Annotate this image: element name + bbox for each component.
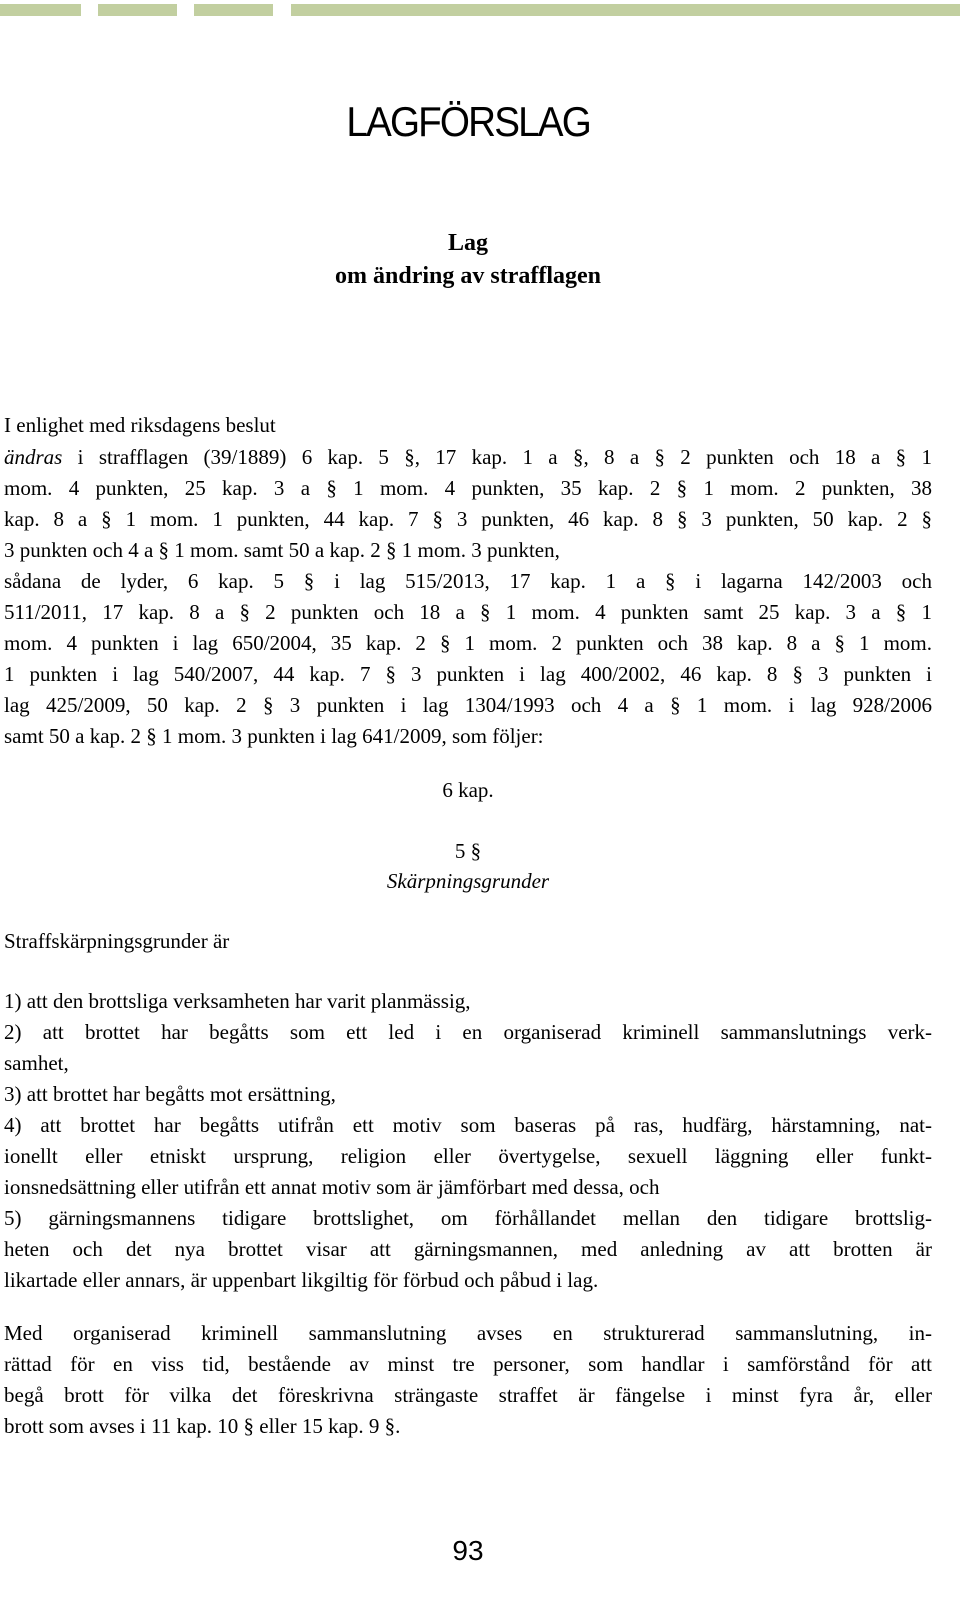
section-title: Skärpningsgrunder xyxy=(386,869,550,893)
list-line: ionellt eller etniskt ursprung, religion eller övertygelse, sexuell läggning eller funkt- xyxy=(4,1144,932,1168)
definition-line: begå brott för vilka det föreskrivna strängaste straffet är fängelse i minst fyra år, eller xyxy=(4,1383,932,1407)
section-label: 5 § xyxy=(454,839,482,863)
section-intro: Straffskärpningsgrunder är xyxy=(4,929,230,953)
header-bar xyxy=(194,4,273,16)
amendment-paragraph xyxy=(4,442,932,752)
amendment-lead: ändras xyxy=(4,445,63,469)
preamble: I enlighet med riksdagens beslut xyxy=(4,413,276,437)
amendment-line: mom. 4 punkten i lag 650/2004, 35 kap. 2 § 1 mom. 2 punkten och 38 kap. 8 a § 1 mom. xyxy=(4,631,932,655)
list-line: ionsnedsättning eller utifrån ett annat motiv som är jämförbart med dessa, och xyxy=(4,1175,660,1199)
amendment-line: sådana de lyder, 6 kap. 5 § i lag 515/2013, 17 kap. 1 a § i lagarna 142/2003 och xyxy=(4,569,932,593)
amendment-line: 511/2011, 17 kap. 8 a § 2 punkten och 18 a § 1 mom. 4 punkten samt 25 kap. 3 a § 1 xyxy=(4,600,932,624)
header-bar xyxy=(0,4,81,16)
amendment-line: mom. 4 punkten, 25 kap. 3 a § 1 mom. 4 punkten, 35 kap. 2 § 1 mom. 2 punkten, 38 xyxy=(4,476,932,500)
header-bar xyxy=(98,4,177,16)
chapter-label: 6 kap. xyxy=(442,778,494,802)
amendment-line: samt 50 a kap. 2 § 1 mom. 3 punkten i lag 641/2009, som följer: xyxy=(4,724,544,748)
list-line: likartade eller annars, är uppenbart likgiltig för förbud och påbud i lag. xyxy=(4,1268,599,1292)
law-title-line1: Lag xyxy=(447,230,488,256)
header-bar xyxy=(291,4,960,16)
list-line: 2) att brottet har begåtts som ett led i en organiserad kriminell sammanslutnings verk- xyxy=(4,1020,932,1044)
definition-paragraph xyxy=(4,1318,932,1442)
definition-line: rättad för en viss tid, bestående av minst tre personer, som handlar i samförstånd för att xyxy=(4,1352,932,1376)
list-line: 3) att brottet har begåtts mot ersättning, xyxy=(4,1082,336,1106)
list-line: 5) gärningsmannens tidigare brottslighet, om förhållandet mellan den tidigare brottslig- xyxy=(4,1206,932,1230)
list-line: heten och det nya brottet visar att gärningsmannen, med anledning av att brotten är xyxy=(4,1237,932,1261)
amendment-line: lag 425/2009, 50 kap. 2 § 3 punkten i lag 1304/1993 och 4 a § 1 mom. i lag 928/2006 xyxy=(4,693,932,717)
page-heading: LAGFÖRSLAG xyxy=(346,98,590,145)
list-line: 1) att den brottsliga verksamheten har varit planmässig, xyxy=(4,989,471,1013)
grounds-list xyxy=(4,986,932,1296)
amendment-line: kap. 8 a § 1 mom. 1 punkten, 44 kap. 7 § 3 punkten, 46 kap. 8 § 3 punkten, 50 kap. 2 § xyxy=(4,507,932,531)
header-decoration-bars xyxy=(0,4,960,16)
list-line: samhet, xyxy=(4,1051,69,1075)
definition-line: Med organiserad kriminell sammanslutning avses en strukturerad sammanslutning, in- xyxy=(4,1321,932,1345)
amendment-line: ändras i strafflagen (39/1889) 6 kap. 5 §, 17 kap. 1 a §, 8 a § 2 punkten och 18 a § 1 xyxy=(4,445,932,469)
amendment-line: 1 punkten i lag 540/2007, 44 kap. 7 § 3 punkten i lag 400/2002, 46 kap. 8 § 3 punkten i xyxy=(4,662,932,686)
list-line: 4) att brottet har begåtts utifrån ett motiv som baseras på ras, hudfärg, härstamning, nat- xyxy=(4,1113,932,1137)
law-title-line2: om ändring av strafflagen xyxy=(335,263,601,289)
amendment-line: 3 punkten och 4 a § 1 mom. samt 50 a kap. 2 § 1 mom. 3 punkten, xyxy=(4,538,560,562)
definition-line: brott som avses i 11 kap. 10 § eller 15 kap. 9 §. xyxy=(4,1414,401,1438)
page-number: 93 xyxy=(452,1535,484,1566)
